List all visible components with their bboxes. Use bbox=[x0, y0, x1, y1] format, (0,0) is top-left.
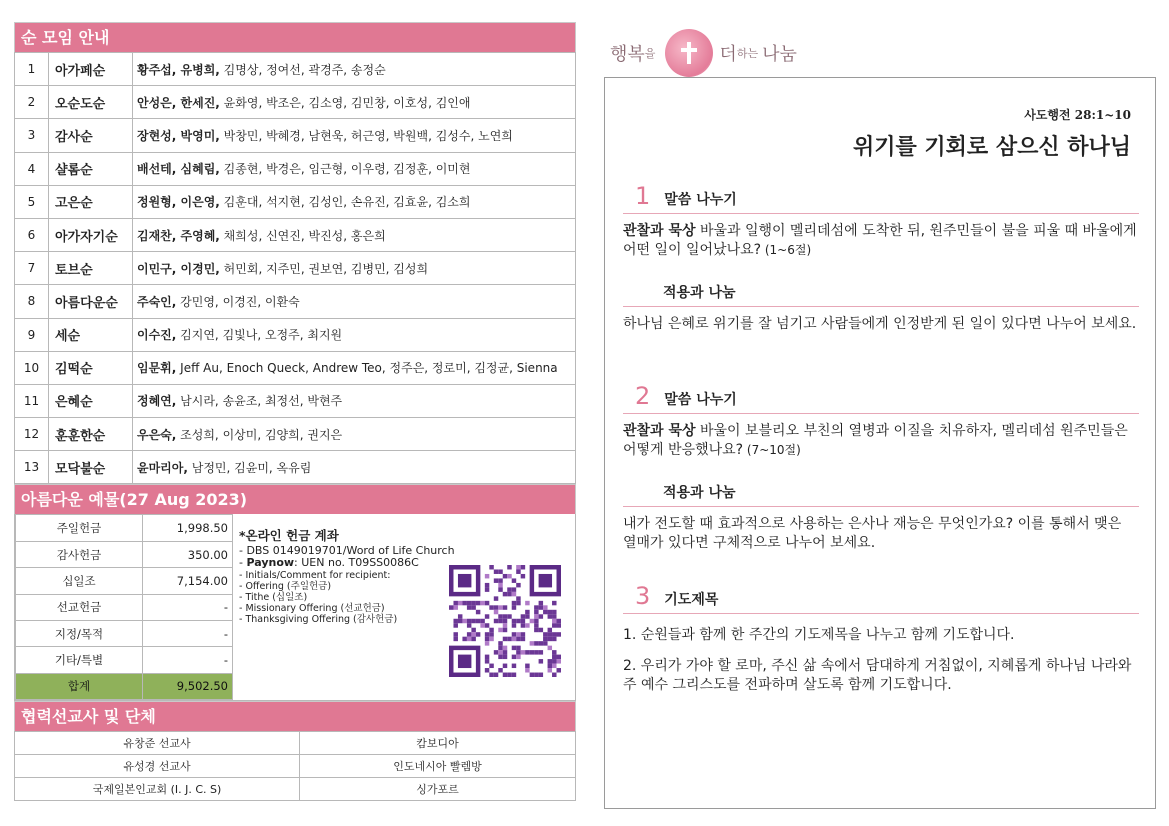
offering-row bbox=[16, 594, 233, 620]
section-2-header: 2 말씀 나누기 bbox=[623, 382, 1139, 414]
offering-label: 기타/특별 bbox=[16, 647, 143, 673]
offering-amount: 1,998.50 bbox=[143, 515, 233, 541]
section-1-apply-header: 적용과 나눔 bbox=[623, 282, 1139, 307]
section-3-header: 3 기도제목 bbox=[623, 582, 1139, 614]
offering-amount: - bbox=[143, 647, 233, 673]
sermon-title: 위기를 기회로 삼으신 하나님 bbox=[852, 135, 1131, 160]
offering-amount: 350.00 bbox=[143, 541, 233, 567]
group-number: 8 bbox=[15, 285, 49, 318]
online-title: *온라인 헌금 계좌 bbox=[239, 528, 339, 544]
offering-total-label: 합계 bbox=[16, 673, 143, 699]
group-members: 김재찬, 주영혜, 채희성, 신연진, 박진성, 홍은희 bbox=[133, 218, 576, 251]
group-number: 2 bbox=[15, 86, 49, 119]
group-members: 정혜연, 남시라, 송윤조, 최정선, 박현주 bbox=[133, 384, 576, 417]
mission-location: 캄보디아 bbox=[300, 732, 576, 755]
offering-type-item: - Initials/Comment for recipient: bbox=[239, 569, 391, 581]
left-page bbox=[14, 22, 576, 801]
mission-row bbox=[15, 755, 576, 778]
group-number: 11 bbox=[15, 384, 49, 417]
group-number: 9 bbox=[15, 318, 49, 351]
offering-label: 주일헌금 bbox=[16, 515, 143, 541]
offering-row bbox=[16, 621, 233, 647]
mission-row bbox=[15, 732, 576, 755]
group-row bbox=[15, 218, 576, 251]
sermon-panel bbox=[604, 77, 1156, 809]
offering-title: 아름다운 예물(27 Aug 2023) bbox=[14, 484, 576, 514]
group-name: 감사순 bbox=[49, 119, 133, 152]
section-2-apply-header: 적용과 나눔 bbox=[623, 482, 1139, 507]
group-row bbox=[15, 418, 576, 451]
groups-title: 순 모임 안내 bbox=[14, 22, 576, 52]
group-name: 아름다운순 bbox=[49, 285, 133, 318]
group-members: 황주섭, 유병희, 김명상, 정여선, 곽경주, 송정순 bbox=[133, 53, 576, 86]
missionary-name: 국제일본인교회 (I. J. C. S) bbox=[15, 778, 300, 801]
group-name: 훈훈한순 bbox=[49, 418, 133, 451]
online-offering-info bbox=[233, 514, 575, 700]
section-1-header: 1 말씀 나누기 bbox=[623, 182, 1139, 214]
group-number: 12 bbox=[15, 418, 49, 451]
offering-label: 지정/목적 bbox=[16, 621, 143, 647]
offering-row bbox=[16, 515, 233, 541]
section-2-apply: 내가 전도할 때 효과적으로 사용하는 은사나 재능은 무엇인가요? 이를 통해서 맺은 열매가 있다면 구체적으로 나누어 보세요. bbox=[623, 516, 1122, 551]
group-number: 13 bbox=[15, 451, 49, 484]
offering-label: 감사헌금 bbox=[16, 541, 143, 567]
group-row bbox=[15, 119, 576, 152]
group-members: 이민구, 이경민, 허민회, 지주민, 권보연, 김병민, 김성희 bbox=[133, 252, 576, 285]
bank-account: - DBS 0149019701/Word of Life Church bbox=[239, 543, 455, 557]
offering-label: 선교헌금 bbox=[16, 594, 143, 620]
mission-location: 싱가포르 bbox=[300, 778, 576, 801]
group-name: 오순도순 bbox=[49, 86, 133, 119]
groups-table bbox=[14, 52, 576, 484]
offering-label: 십일조 bbox=[16, 568, 143, 594]
group-members: 배선테, 심혜림, 김종현, 박경은, 임근형, 이우령, 김정훈, 이미현 bbox=[133, 152, 576, 185]
group-name: 고은순 bbox=[49, 185, 133, 218]
offering-type-item: - Missionary Offering (선교헌금) bbox=[239, 602, 385, 614]
group-number: 3 bbox=[15, 119, 49, 152]
offering-row bbox=[16, 647, 233, 673]
section-2 bbox=[623, 382, 1139, 553]
group-number: 1 bbox=[15, 53, 49, 86]
group-row bbox=[15, 285, 576, 318]
paynow-line: - Paynow: UEN no. T09SS0086C bbox=[239, 556, 419, 570]
missionary-name: 유창준 선교사 bbox=[15, 732, 300, 755]
mission-location: 인도네시아 빨렘방 bbox=[300, 755, 576, 778]
offering-total-amount: 9,502.50 bbox=[143, 673, 233, 699]
offering-total-row bbox=[16, 673, 233, 699]
group-number: 7 bbox=[15, 252, 49, 285]
group-name: 아가자기순 bbox=[49, 218, 133, 251]
offering-row bbox=[16, 568, 233, 594]
cross-icon bbox=[665, 29, 713, 77]
brand-logo: 행복 을 더 하는 나눔 bbox=[610, 28, 797, 78]
offering-type-item: - Tithe (십일조) bbox=[239, 591, 308, 603]
group-name: 김떡순 bbox=[49, 351, 133, 384]
group-members: 이수진, 김지연, 김빛나, 오정주, 최지원 bbox=[133, 318, 576, 351]
group-number: 10 bbox=[15, 351, 49, 384]
section-3 bbox=[623, 582, 1139, 695]
offering-amount: - bbox=[143, 621, 233, 647]
group-name: 세순 bbox=[49, 318, 133, 351]
missions-table bbox=[14, 731, 576, 801]
group-name: 모닥불순 bbox=[49, 451, 133, 484]
group-name: 아가페순 bbox=[49, 53, 133, 86]
section-2-question: 관찰과 묵상 바울이 보블리오 부친의 열병과 이질을 치유하자, 멜리데섬 원주민들은 어떻게 반응했나요? (7~10절) bbox=[623, 423, 1128, 458]
group-members: 임문휘, Jeff Au, Enoch Queck, Andrew Teo, 정주은, 정로미, 김정균, Sienna bbox=[133, 351, 576, 384]
group-row bbox=[15, 152, 576, 185]
group-members: 주숙인, 강민영, 이경진, 이환숙 bbox=[133, 285, 576, 318]
group-number: 4 bbox=[15, 152, 49, 185]
group-members: 장현성, 박영미, 박창민, 박혜경, 남현욱, 허근영, 박원백, 김성수, 노연희 bbox=[133, 119, 576, 152]
section-1-question: 관찰과 묵상 바울과 일행이 멜리데섬에 도착한 뒤, 원주민들이 불을 피울 때 바울에게 어떤 일이 일어났나요? (1~6절) bbox=[623, 223, 1137, 258]
group-row bbox=[15, 252, 576, 285]
missions-title: 협력선교사 및 단체 bbox=[14, 701, 576, 731]
missionary-name: 유성경 선교사 bbox=[15, 755, 300, 778]
group-row bbox=[15, 53, 576, 86]
group-row bbox=[15, 351, 576, 384]
offering-amount: - bbox=[143, 594, 233, 620]
paynow-qr-code-icon bbox=[449, 565, 561, 677]
group-row bbox=[15, 451, 576, 484]
group-name: 은혜순 bbox=[49, 384, 133, 417]
prayer-1: 1. 순원들과 함께 한 주간의 기도제목을 나누고 함께 기도합니다. bbox=[623, 627, 1015, 643]
group-number: 6 bbox=[15, 218, 49, 251]
offering-type-item: - Offering (주일헌금) bbox=[239, 580, 332, 592]
scripture-reference: 사도행전 28:1~10 bbox=[1024, 108, 1131, 122]
group-number: 5 bbox=[15, 185, 49, 218]
section-1-apply: 하나님 은혜로 위기를 잘 넘기고 사람들에게 인정받게 된 일이 있다면 나누어 보세요. bbox=[623, 316, 1137, 332]
group-row bbox=[15, 384, 576, 417]
group-members: 정원형, 이은영, 김훈대, 석지현, 김성인, 손유진, 김효윤, 김소희 bbox=[133, 185, 576, 218]
group-members: 안성은, 한세진, 윤화영, 박조은, 김소영, 김민창, 이호성, 김인애 bbox=[133, 86, 576, 119]
mission-row bbox=[15, 778, 576, 801]
group-row bbox=[15, 86, 576, 119]
offering-type-item: - Thanksgiving Offering (감사헌금) bbox=[239, 613, 398, 625]
group-row bbox=[15, 185, 576, 218]
section-1 bbox=[623, 182, 1139, 334]
prayer-2: 2. 우리가 가야 할 로마, 주신 삶 속에서 담대하게 거침없이, 지혜롭게 하나님 나라와 주 예수 그리스도를 전파하며 살도록 함께 기도합니다. bbox=[623, 658, 1132, 693]
offering-row bbox=[16, 541, 233, 567]
group-members: 윤마리아, 남정민, 김윤미, 옥유림 bbox=[133, 451, 576, 484]
offering-table bbox=[15, 514, 233, 700]
offering-amount: 7,154.00 bbox=[143, 568, 233, 594]
offering-section bbox=[14, 514, 576, 701]
group-name: 토브순 bbox=[49, 252, 133, 285]
group-name: 샬롬순 bbox=[49, 152, 133, 185]
group-members: 우은숙, 조성희, 이상미, 김양희, 권지은 bbox=[133, 418, 576, 451]
group-row bbox=[15, 318, 576, 351]
